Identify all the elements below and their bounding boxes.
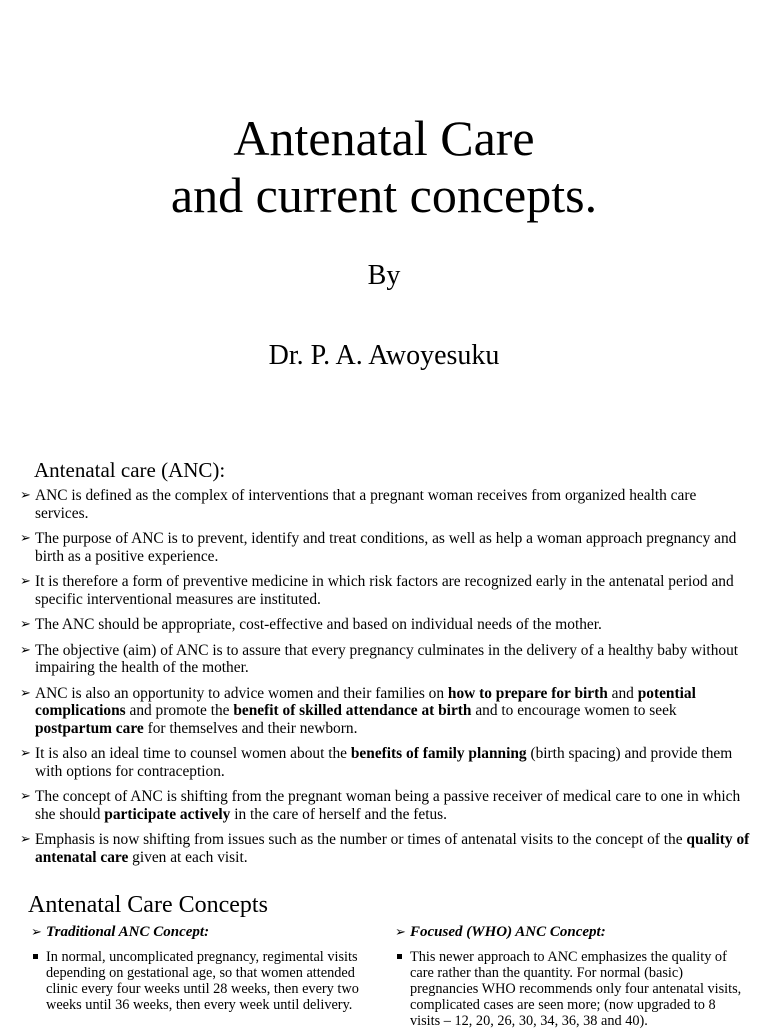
list-item: ➢ ANC is also an opportunity to advice women and their families on how to prepare for birth and potential complications and promote the benefit of skilled attendance at birth and to encourage women to seek postpartum care for themselves and their newborn. bbox=[20, 684, 696, 737]
section-heading-anc: Antenatal care (ANC): bbox=[34, 458, 226, 482]
list-item: ➢ The objective (aim) of ANC is to assure that every pregnancy culminates in the delivery of a healthy baby without impairing the health of the mother. bbox=[20, 641, 739, 676]
list-item: ➢ It is therefore a form of preventive medicine in which risk factors are recognized early in the antenatal period and specific interventional measures are instituted. bbox=[20, 573, 734, 608]
anc-bullet-list bbox=[20, 487, 750, 874]
arrow-bullet-icon: ➢ bbox=[20, 685, 31, 701]
arrow-bullet-icon: ➢ bbox=[20, 746, 31, 761]
arrow-bullet-icon: ➢ bbox=[20, 488, 31, 503]
focused-concept-column bbox=[395, 924, 745, 1029]
arrow-bullet-icon: ➢ bbox=[20, 832, 31, 847]
list-item: ➢ Emphasis is now shifting from issues such as the number or times of antenatal visits to the concept of the quality of antenatal care given at each visit. bbox=[20, 831, 750, 866]
traditional-concept-column bbox=[31, 924, 376, 1013]
list-item: ➢ The concept of ANC is shifting from the pregnant woman being a passive receiver of medical care to one in which she should participate actively in the care of herself and the fetus. bbox=[20, 788, 741, 823]
list-item: ➢ ANC is defined as the complex of interventions that a pregnant woman receives from organized health care services. bbox=[20, 487, 697, 522]
arrow-bullet-icon: ➢ bbox=[20, 789, 31, 804]
focused-concept-text: This newer approach to ANC emphasizes the quality of care rather than the quantity. For normal (basic) pregnancies WHO recommends only four antenatal visits, complicated cases are seen more; (now upgraded to 8 visits – 12, 20, 26, 30, 34, 36, 38 and 40). bbox=[395, 949, 745, 1029]
by-label: By bbox=[367, 260, 401, 291]
title-line-2: and current concepts. bbox=[170, 167, 598, 223]
list-item: ➢ It is also an ideal time to counsel women about the benefits of family planning (birth spacing) and provide them with options for contraception. bbox=[20, 745, 733, 780]
focused-concept-heading: ➢ Focused (WHO) ANC Concept: bbox=[395, 924, 606, 940]
section-heading-concepts: Antenatal Care Concepts bbox=[28, 892, 268, 918]
title-line-1: Antenatal Care bbox=[233, 110, 535, 166]
page-title bbox=[0, 110, 768, 224]
arrow-bullet-icon: ➢ bbox=[20, 531, 31, 546]
arrow-bullet-icon: ➢ bbox=[20, 574, 31, 589]
list-item: ➢ The purpose of ANC is to prevent, identify and treat conditions, as well as help a woman approach pregnancy and birth as a positive experience. bbox=[20, 530, 737, 565]
arrow-bullet-icon: ➢ bbox=[20, 642, 31, 658]
square-bullet-icon bbox=[397, 954, 402, 959]
square-bullet-icon bbox=[33, 954, 38, 959]
arrow-bullet-icon: ➢ bbox=[31, 925, 42, 940]
traditional-concept-text: In normal, uncomplicated pregnancy, regimental visits depending on gestational age, so that women attended clinic every four weeks until 28 weeks, then every two weeks until 36 weeks, then every week until delivery. bbox=[31, 949, 376, 1013]
arrow-bullet-icon: ➢ bbox=[20, 617, 31, 632]
author-name: Dr. P. A. Awoyesuku bbox=[268, 340, 500, 371]
traditional-concept-heading: ➢ Traditional ANC Concept: bbox=[31, 924, 210, 940]
arrow-bullet-icon: ➢ bbox=[395, 925, 406, 940]
list-item: ➢ The ANC should be appropriate, cost-effective and based on individual needs of the mother. bbox=[20, 616, 602, 633]
